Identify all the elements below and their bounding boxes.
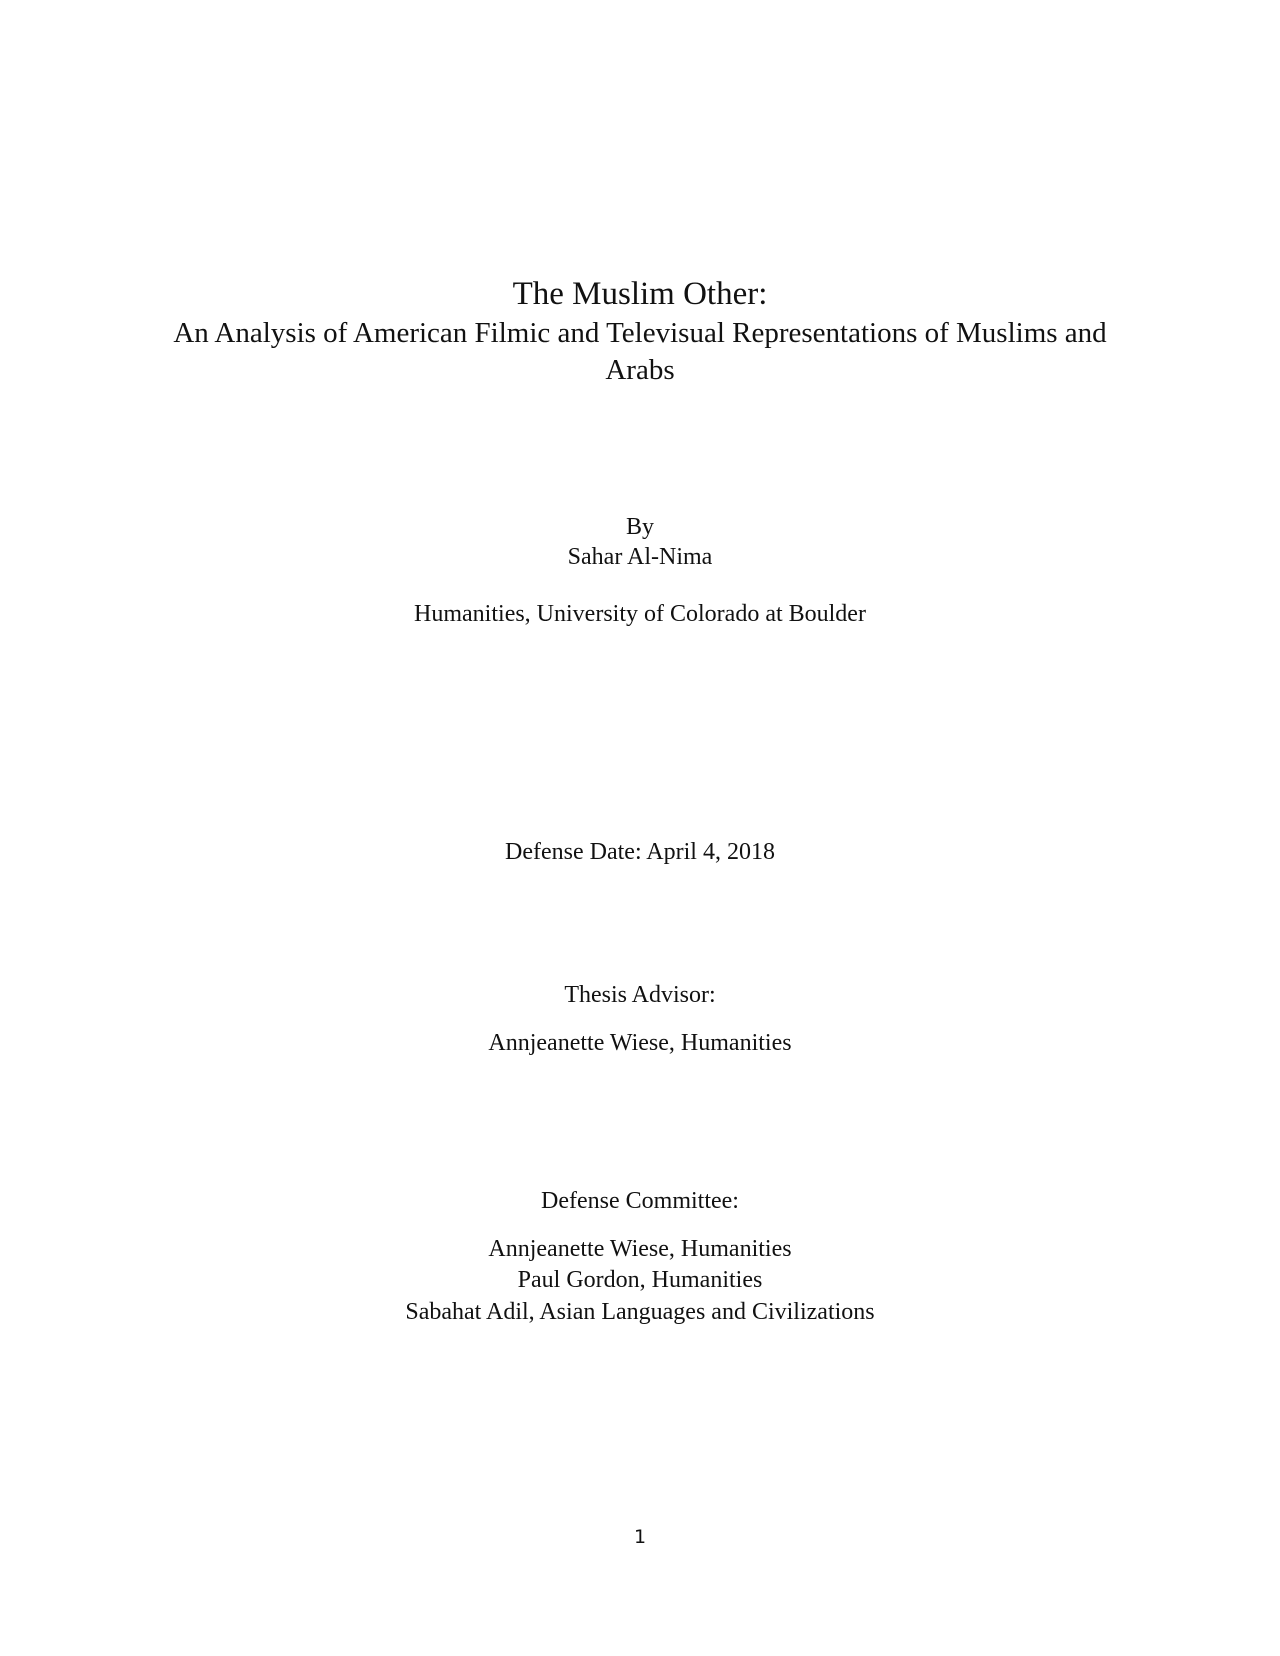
defense-date: Defense Date: April 4, 2018 [505,839,775,865]
by-label: By [625,514,654,540]
thesis-subtitle-line-1: An Analysis of American Filmic and Televisual Representations of Muslims and [173,317,1107,349]
thesis-title: The Muslim Other: [512,276,768,312]
defense-committee-heading: Defense Committee: [541,1188,739,1214]
thesis-advisor-name: Annjeanette Wiese, Humanities [488,1030,792,1056]
thesis-advisor-heading: Thesis Advisor: [564,982,716,1008]
page-number: 1 [633,1526,647,1548]
thesis-subtitle-line-2: Arabs [605,354,675,386]
author-name: Sahar Al-Nima [567,544,713,570]
committee-member: Annjeanette Wiese, Humanities [488,1236,792,1262]
committee-member: Sabahat Adil, Asian Languages and Civilizations [405,1299,875,1325]
author-affiliation: Humanities, University of Colorado at Boulder [414,601,866,627]
committee-member: Paul Gordon, Humanities [517,1267,763,1293]
